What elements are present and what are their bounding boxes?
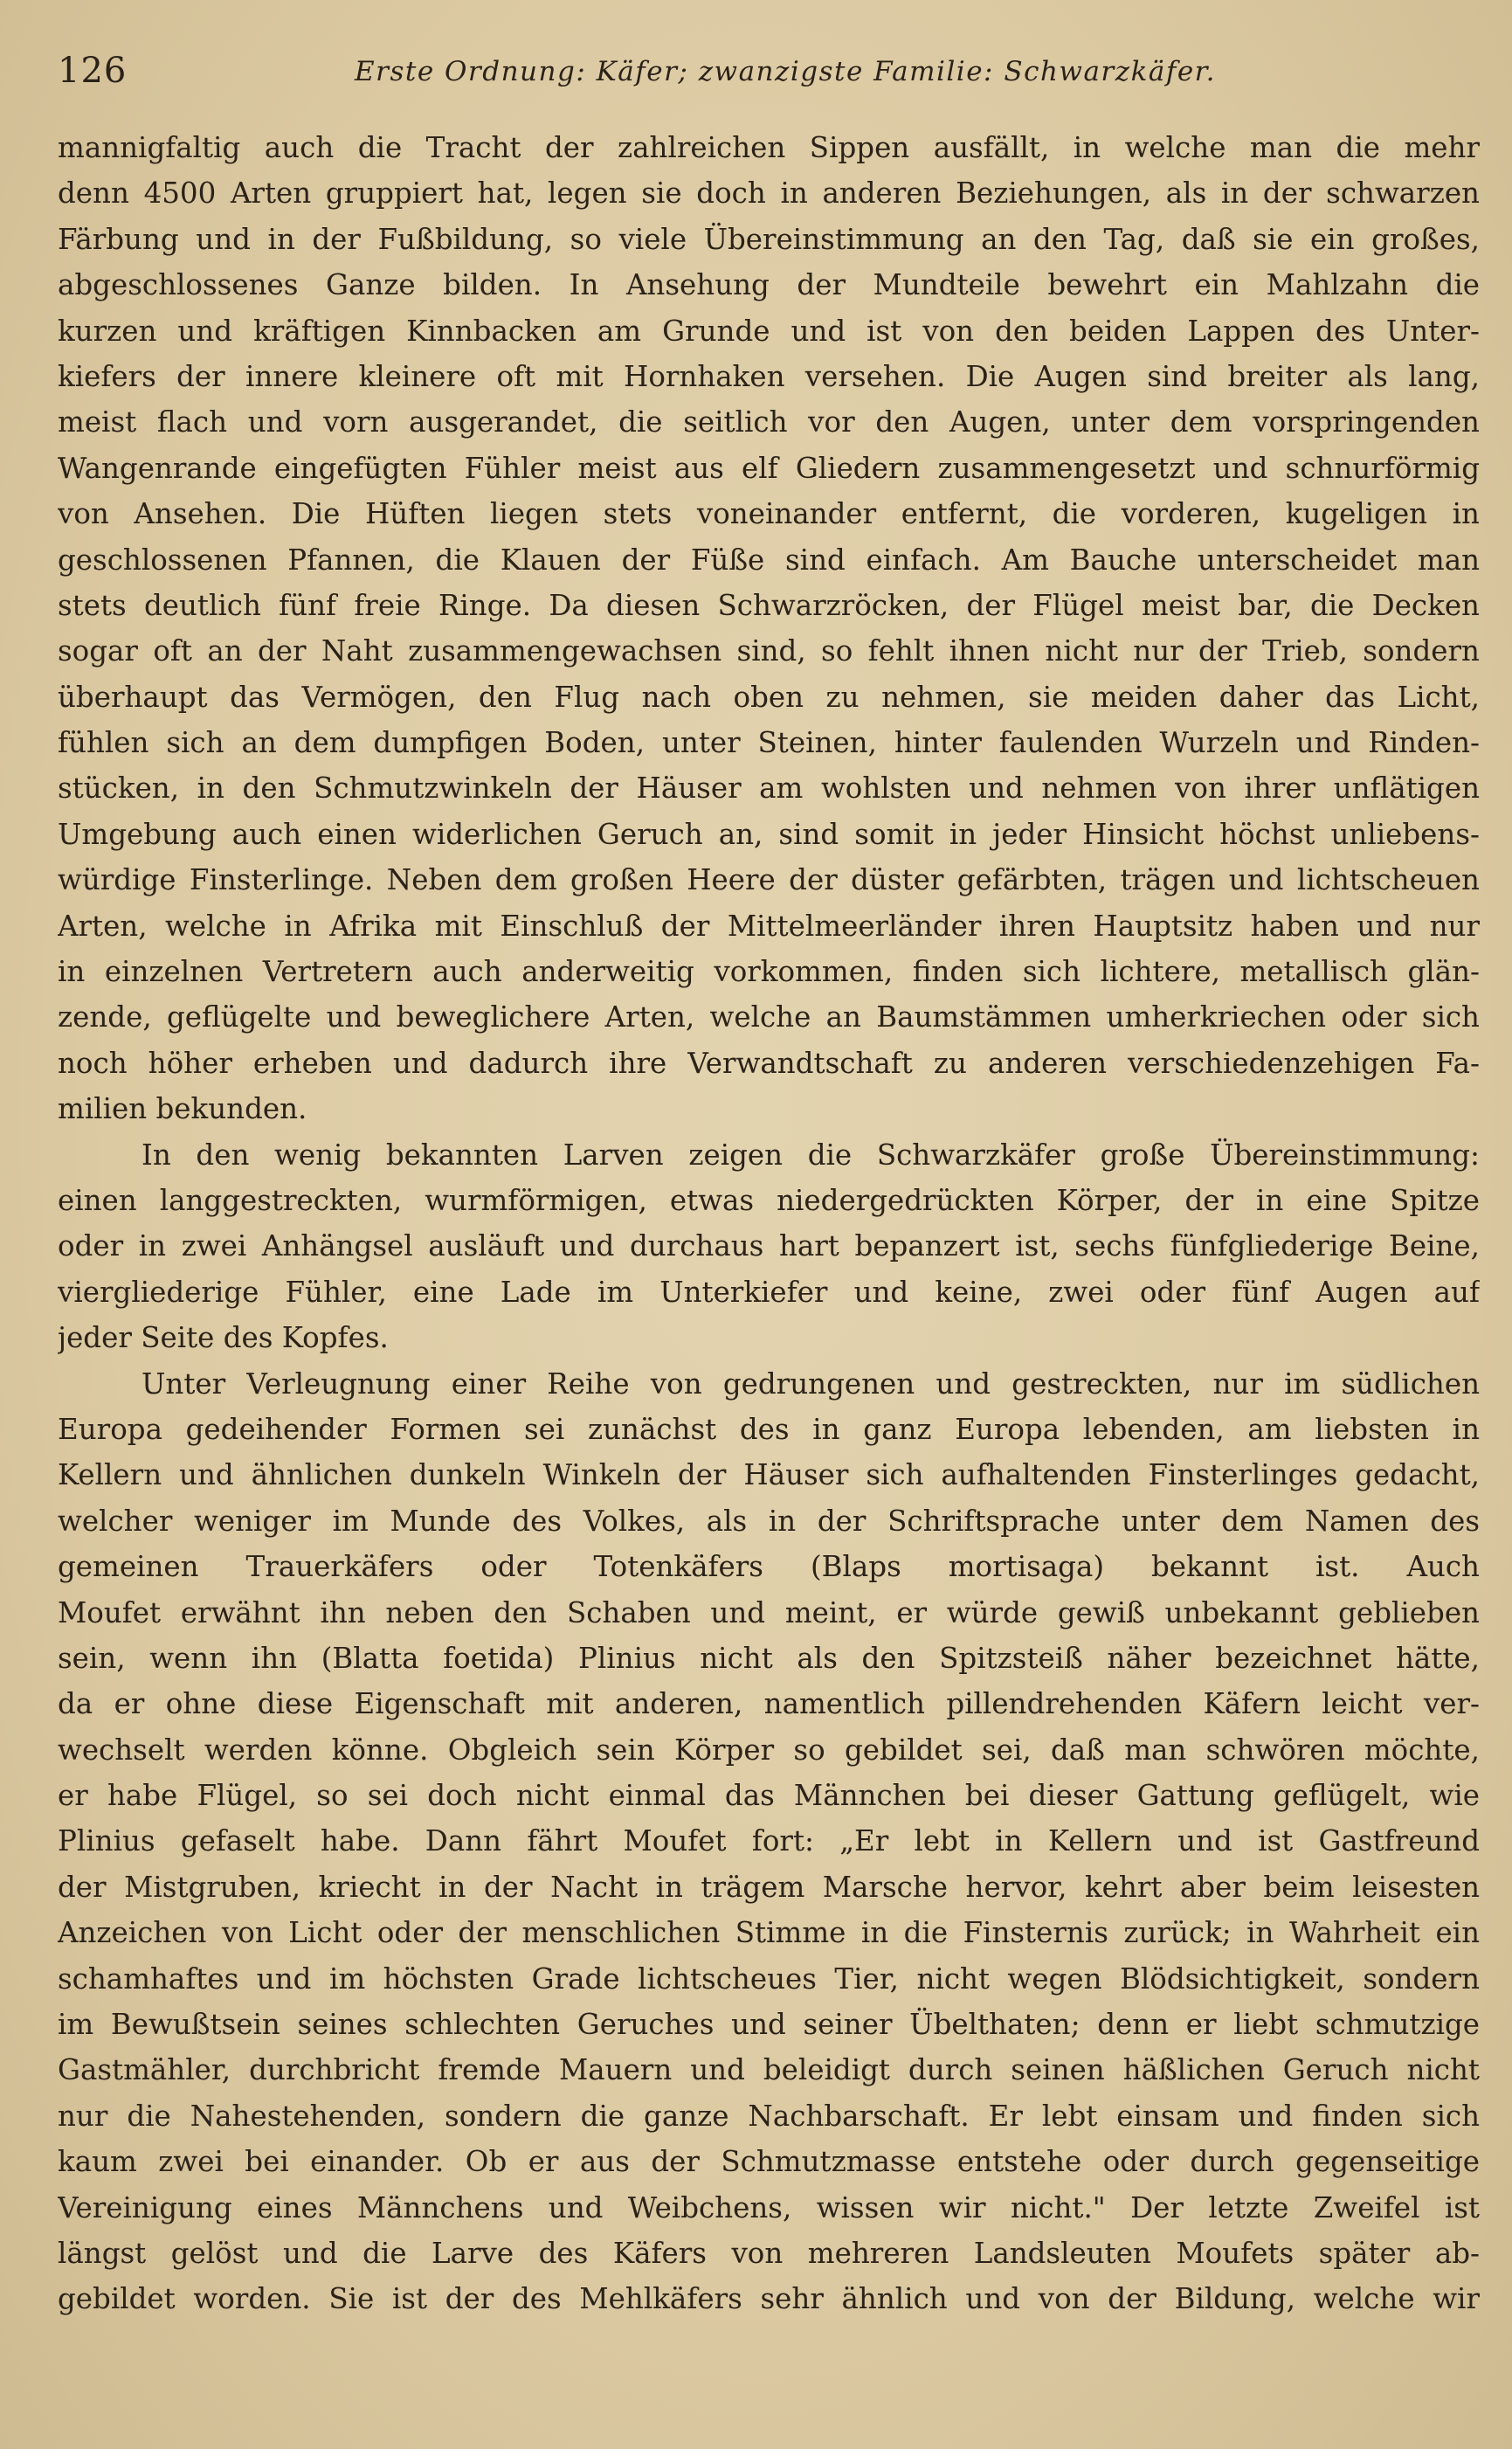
text-line: Färbung und in der Fußbildung, so viele Übereinstimmung an den Tag, daß sie ein großes,	[58, 222, 1480, 256]
text-line: Kellern und ähnlichen dunkeln Winkeln der Häuser sich aufhaltenden Finsterlinges gedacht,	[58, 1458, 1480, 1492]
text-line: Unter Verleugnung einer Reihe von gedrungenen und gestreckten, nur im südlichen	[142, 1366, 1480, 1401]
text-line: kiefers der innere kleinere oft mit Hornhaken versehen. Die Augen sind breiter als lang,	[58, 359, 1480, 393]
text-line: er habe Flügel, so sei doch nicht einmal das Männchen bei dieser Gattung geflügelt, wie	[58, 1779, 1480, 1813]
text-line: Gastmähler, durchbricht fremde Mauern und beleidigt durch seinen häßlichen Geruch nicht	[58, 2053, 1480, 2087]
text-line: In den wenig bekannten Larven zeigen die Schwarzkäfer große Übereinstimmung:	[142, 1138, 1480, 1172]
text-line: nur die Nahestehenden, sondern die ganze Nachbarschaft. Er lebt einsam und finden sich	[58, 2099, 1480, 2133]
text-line: geschlossenen Pfannen, die Klauen der Füße sind einfach. Am Bauche unterscheidet man	[58, 543, 1480, 577]
text-line: wechselt werden könne. Obgleich sein Körper so gebildet sei, daß man schwören möchte,	[58, 1733, 1480, 1767]
text-line: milien bekunden.	[58, 1092, 307, 1126]
text-line: von Ansehen. Die Hüften liegen stets voneinander entfernt, die vorderen, kugeligen in	[58, 497, 1480, 531]
text-line: Plinius gefaselt habe. Dann fährt Moufet fort: „Er lebt in Kellern und ist Gastfreund	[58, 1824, 1480, 1858]
text-line: Arten, welche in Afrika mit Einschluß der Mittelmeerländer ihren Hauptsitz haben und nur	[58, 909, 1480, 943]
text-line: abgeschlossenes Ganze bilden. In Ansehung der Mundteile bewehrt ein Mahlzahn die	[58, 268, 1480, 302]
text-line: Vereinigung eines Männchens und Weibchens, wissen wir nicht." Der letzte Zweifel ist	[58, 2190, 1480, 2224]
text-line: kaum zwei bei einander. Ob er aus der Schmutzmasse entstehe oder durch gegenseitige	[58, 2145, 1480, 2179]
body-text	[58, 125, 1480, 2322]
text-line: stücken, in den Schmutzwinkeln der Häuser am wohlsten und nehmen von ihrer unflätigen	[58, 771, 1480, 806]
running-title: Erste Ordnung: Käfer; zwanzigste Familie: Schwarzkäfer.	[355, 56, 1216, 87]
paragraph-2	[58, 1132, 1480, 1361]
text-line: würdige Finsterlinge. Neben dem großen Heere der düster gefärbten, trägen und lichtscheuen	[58, 863, 1480, 897]
text-line: gebildet worden. Sie ist der des Mehlkäfers sehr ähnlich und von der Bildung, welche wir	[58, 2282, 1480, 2316]
text-line: gemeinen Trauerkäfers oder Totenkäfers (Blaps mortisaga) bekannt ist. Auch	[58, 1550, 1480, 1584]
text-line: Moufet erwähnt ihn neben den Schaben und meint, er würde gewiß unbekannt geblieben	[58, 1595, 1480, 1629]
page-number: 126	[58, 51, 128, 91]
text-line: im Bewußtsein seines schlechten Geruches und seiner Übelthaten; denn er liebt schmutzige	[58, 2008, 1480, 2042]
text-line: Umgebung auch einen widerlichen Geruch an, sind somit in jeder Hinsicht höchst unliebens-	[58, 817, 1480, 851]
text-line: zende, geflügelte und beweglichere Arten, welche an Baumstämmen umherkriechen oder sich	[58, 1000, 1480, 1034]
text-line: viergliederige Fühler, eine Lade im Unterkiefer und keine, zwei oder fünf Augen auf	[58, 1275, 1480, 1309]
text-line: denn 4500 Arten gruppiert hat, legen sie doch in anderen Beziehungen, als in der schwarzen	[58, 176, 1480, 211]
text-line: sogar oft an der Naht zusammengewachsen sind, so fehlt ihnen nicht nur der Trieb, sondern	[58, 634, 1480, 668]
text-line: in einzelnen Vertretern auch anderweitig vorkommen, finden sich lichtere, metallisch glän-	[58, 955, 1480, 989]
running-head	[58, 51, 1481, 94]
text-line: überhaupt das Vermögen, den Flug nach oben zu nehmen, sie meiden daher das Licht,	[58, 680, 1480, 714]
text-line: mannigfaltig auch die Tracht der zahlreichen Sippen ausfällt, in welche man die mehr	[58, 131, 1480, 164]
text-line: Anzeichen von Licht oder der menschlichen Stimme in die Finsternis zurück; in Wahrheit ein	[58, 1916, 1480, 1950]
text-line: Wangenrande eingefügten Fühler meist aus elf Gliedern zusammengesetzt und schnurförmig	[58, 451, 1480, 485]
text-line: sein, wenn ihn (Blatta foetida) Plinius nicht als den Spitzsteiß näher bezeichnet hätte,	[58, 1641, 1480, 1675]
text-line: welcher weniger im Munde des Volkes, als in der Schriftsprache unter dem Namen des	[58, 1504, 1480, 1538]
text-line: da er ohne diese Eigenschaft mit anderen, namentlich pillendrehenden Käfern leicht ver-	[58, 1687, 1480, 1721]
text-line: schamhaftes und im höchsten Grade lichtscheues Tier, nicht wegen Blödsichtigkeit, sondern	[58, 1961, 1480, 1996]
text-line: fühlen sich an dem dumpfigen Boden, unter Steinen, hinter faulenden Wurzeln und Rinden-	[58, 726, 1480, 760]
text-line: meist flach und vorn ausgerandet, die seitlich vor den Augen, unter dem vorspringenden	[58, 405, 1480, 439]
text-line: einen langgestreckten, wurmförmigen, etwas niedergedrückten Körper, der in eine Spitze	[58, 1183, 1480, 1217]
paragraph-3	[58, 1361, 1480, 2322]
text-line: noch höher erheben und dadurch ihre Verwandtschaft zu anderen verschiedenzehigen Fa-	[58, 1046, 1480, 1080]
text-line: stets deutlich fünf freie Ringe. Da diesen Schwarzröcken, der Flügel meist bar, die Decken	[58, 588, 1480, 622]
text-line: jeder Seite des Kopfes.	[58, 1321, 389, 1355]
text-line: oder in zwei Anhängsel ausläuft und durchaus hart bepanzert ist, sechs fünfgliederige Beine,	[58, 1229, 1480, 1263]
text-line: der Mistgruben, kriecht in der Nacht in trägem Marsche hervor, kehrt aber beim leisesten	[58, 1870, 1480, 1904]
text-line: kurzen und kräftigen Kinnbacken am Grunde und ist von den beiden Lappen des Unter-	[58, 314, 1480, 348]
text-line: Europa gedeihender Formen sei zunächst des in ganz Europa lebenden, am liebsten in	[58, 1412, 1480, 1446]
paragraph-1	[58, 125, 1480, 1132]
text-line: längst gelöst und die Larve des Käfers von mehreren Landsleuten Moufets später ab-	[58, 2236, 1480, 2270]
